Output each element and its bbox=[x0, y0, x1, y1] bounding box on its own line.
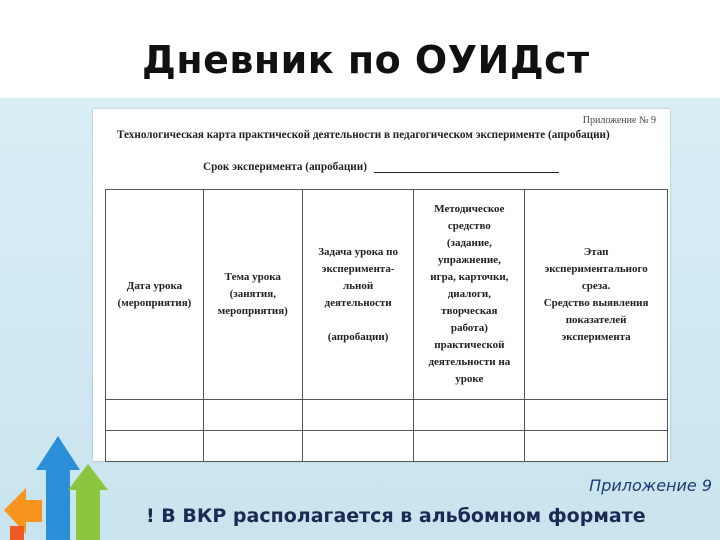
column-header-line: деятельности bbox=[324, 296, 392, 309]
red-arrow-icon bbox=[10, 526, 24, 540]
column-header-line: Средство выявления bbox=[543, 296, 649, 309]
column-header-line: упражнение, bbox=[437, 254, 501, 266]
column-header-line: средство bbox=[447, 220, 491, 232]
table-cell bbox=[106, 400, 204, 431]
column-header-line: Тема урока bbox=[224, 271, 281, 283]
column-header-line: (занятия, bbox=[229, 288, 276, 300]
column-header-line: работа) bbox=[450, 322, 488, 334]
column-header-line: уроке bbox=[455, 373, 484, 385]
table-cell bbox=[414, 431, 525, 462]
table-cell bbox=[414, 400, 525, 431]
experiment-term bbox=[203, 161, 559, 173]
appendix-note: Приложение 9 bbox=[589, 476, 712, 495]
annex-label: Приложение № 9 bbox=[582, 115, 656, 126]
column-header bbox=[106, 190, 204, 400]
column-header-line: творческая bbox=[441, 305, 498, 317]
column-header-line: эксперимента bbox=[561, 330, 631, 343]
column-header bbox=[203, 190, 302, 400]
column-header-line: практической bbox=[434, 339, 505, 351]
table-header-row bbox=[106, 190, 668, 400]
column-header-line: (апробации) bbox=[327, 330, 389, 343]
column-header bbox=[302, 190, 414, 400]
column-header-line: игра, карточки, bbox=[430, 271, 509, 283]
table-cell bbox=[525, 431, 668, 462]
table-row bbox=[106, 400, 668, 431]
document-image bbox=[93, 109, 670, 461]
table-cell bbox=[106, 431, 204, 462]
experiment-term-line bbox=[374, 162, 559, 173]
column-header-line: Дата урока bbox=[126, 279, 183, 292]
column-header-line: мероприятия) bbox=[217, 305, 288, 317]
column-header bbox=[525, 190, 668, 400]
table-cell bbox=[525, 400, 668, 431]
column-header-line: (мероприятия) bbox=[117, 296, 192, 309]
table-row bbox=[106, 431, 668, 462]
column-header-line: Методическое bbox=[434, 203, 505, 215]
table-cell bbox=[203, 431, 302, 462]
column-header-line: среза. bbox=[581, 279, 611, 292]
table-cell bbox=[203, 400, 302, 431]
slide-title: Дневник по ОУИДст bbox=[142, 38, 590, 82]
table-cell bbox=[302, 400, 414, 431]
footer-text: ! В ВКР располагается в альбомном формате bbox=[146, 505, 646, 527]
column-header-line: экспериментального bbox=[544, 262, 648, 275]
technology-map-table bbox=[105, 189, 668, 462]
column-header-line: льной bbox=[343, 279, 374, 292]
document-heading: Технологическая карта практической деятельности в педагогическом эксперименте (апробации) bbox=[117, 129, 610, 141]
column-header-line: диалоги, bbox=[447, 288, 491, 300]
column-header-line: деятельности на bbox=[428, 356, 511, 368]
column-header-line: Задача урока по bbox=[318, 245, 398, 258]
column-header-line: показателей bbox=[565, 313, 627, 326]
column-header bbox=[414, 190, 525, 400]
green-arrow-icon bbox=[68, 464, 108, 540]
column-header-line: эксперимента- bbox=[321, 262, 395, 275]
experiment-term-label: Срок эксперимента (апробации) bbox=[203, 161, 367, 173]
column-header-line: (задание, bbox=[446, 237, 492, 249]
table-cell bbox=[302, 431, 414, 462]
column-header-line bbox=[306, 312, 411, 329]
column-header-line: Этап bbox=[583, 245, 609, 258]
arrows-logo-icon bbox=[0, 430, 120, 540]
